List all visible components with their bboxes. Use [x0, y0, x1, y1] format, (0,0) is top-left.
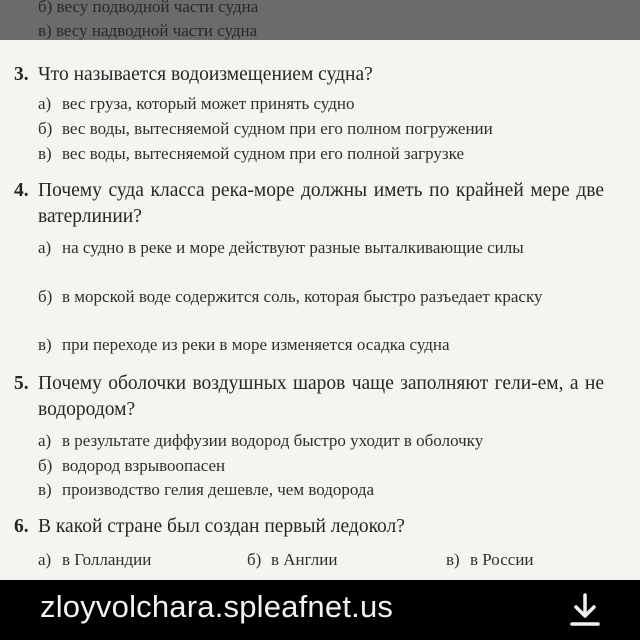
option-4c	[38, 333, 596, 357]
option-letter: в)	[38, 144, 52, 163]
question-number: 6.	[14, 516, 29, 537]
option-letter: в)	[38, 335, 52, 354]
option-text: водород взрывоопасен	[62, 456, 226, 475]
option-5c	[38, 478, 596, 502]
question-text: Что называется водоизмещением судна?	[38, 64, 373, 85]
option-text: производство гелия дешевле, чем водорода	[62, 480, 375, 499]
option-letter: а)	[38, 238, 52, 257]
option-letter: в)	[446, 550, 460, 569]
option-letter: а)	[38, 94, 52, 113]
question-6	[14, 514, 604, 540]
question-3	[14, 62, 604, 88]
option-6a	[38, 548, 151, 572]
option-text: вес воды, вытесняемой судном при его полной загрузке	[62, 144, 465, 163]
option-4a	[38, 236, 596, 260]
option-text: вес груза, который может принять судно	[62, 94, 355, 113]
cut-option-b: б) весу подводной части судна	[38, 0, 259, 16]
cut-option-c: в) весу надводной части судна	[38, 21, 258, 40]
option-text: в Голландии	[62, 550, 152, 569]
option-3c	[38, 142, 596, 166]
download-icon[interactable]	[568, 592, 602, 628]
question-number: 5.	[14, 373, 29, 394]
question-text: Почему суда класса река-море должны иметь по крайней мере две ватерлинии?	[38, 180, 604, 227]
option-3b	[38, 117, 596, 141]
question-5	[14, 371, 604, 423]
option-4b	[38, 285, 596, 309]
option-text: в России	[470, 550, 534, 569]
option-text: в результате диффузии водород быстро уходит в оболочку	[62, 431, 484, 450]
option-letter: в)	[38, 480, 52, 499]
option-text: на судно в реке и море действуют разные выталкивающие силы	[62, 238, 524, 257]
question-text: В какой стране был создан первый ледокол?	[38, 516, 405, 537]
option-3a	[38, 92, 596, 116]
cut-off-previous-options	[0, 0, 640, 40]
option-letter: б)	[38, 119, 53, 138]
option-letter: а)	[38, 431, 52, 450]
option-6b	[247, 548, 337, 572]
question-4	[14, 178, 604, 230]
option-text: вес воды, вытесняемой судном при его полном погружении	[62, 119, 493, 138]
option-text: в Англии	[271, 550, 338, 569]
footer-bar	[0, 580, 640, 640]
option-letter: б)	[38, 456, 53, 475]
option-letter: а)	[38, 550, 52, 569]
option-letter: б)	[38, 287, 53, 306]
option-text: при переходе из реки в море изменяется осадка судна	[62, 335, 450, 354]
option-5b	[38, 454, 596, 478]
question-text: Почему оболочки воздушных шаров чаще заполняют гели-ем, а не водородом?	[38, 373, 604, 420]
question-number: 3.	[14, 64, 29, 85]
option-letter: б)	[247, 550, 262, 569]
option-5a	[38, 429, 596, 453]
site-watermark[interactable]: zloyvolchara.spleafnet.us	[40, 589, 394, 624]
option-6c	[446, 548, 534, 572]
option-text: в морской воде содержится соль, которая быстро разъедает краску	[62, 287, 543, 306]
question-number: 4.	[14, 180, 29, 201]
